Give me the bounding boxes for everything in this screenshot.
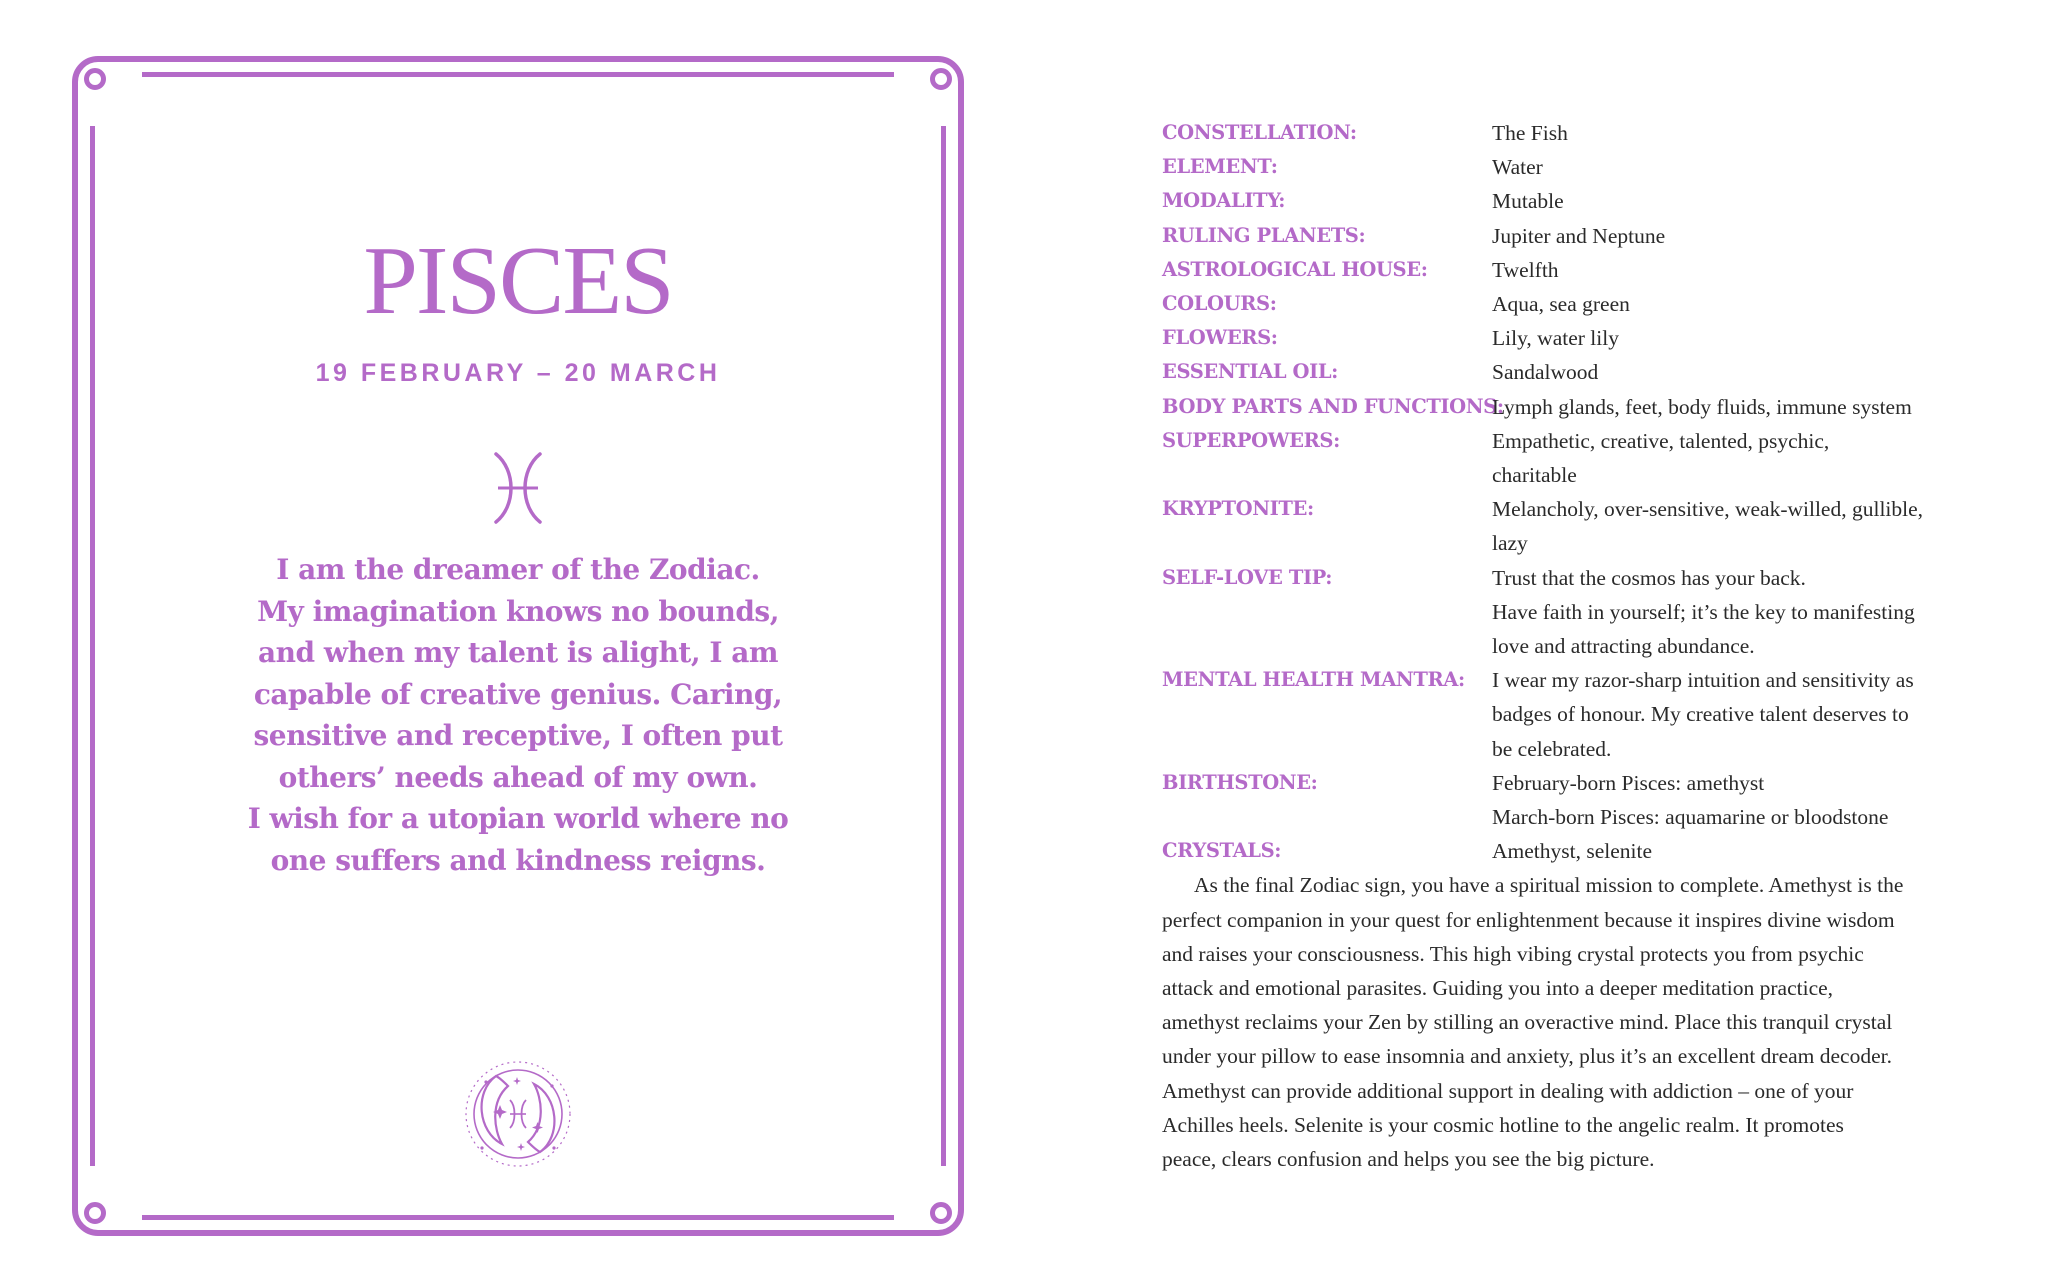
fact-value-line: Lily, water lily <box>1492 326 1619 351</box>
fact-value <box>1492 424 1952 492</box>
body-line: peace, clears confusion and helps you see the big picture. <box>1162 1147 1655 1172</box>
fact-value-line: February-born Pisces: amethyst <box>1492 770 1765 795</box>
fact-value <box>1492 116 1952 150</box>
fact-label: KRYPTONITE: <box>1162 497 1314 521</box>
sign-dates: 19 FEBRUARY – 20 MARCH <box>315 359 721 387</box>
pisces-glyph-icon <box>488 448 548 528</box>
fact-value <box>1492 150 1952 184</box>
fact-value <box>1492 492 1952 560</box>
fact-value-line: The Fish <box>1492 121 1568 145</box>
fact-essential-oil <box>1162 355 1952 389</box>
fact-label: RULING PLANETS: <box>1162 223 1366 247</box>
sign-quote <box>198 549 838 881</box>
sign-facts <box>1162 116 1952 1176</box>
fact-value-line: Melancholy, over-sensitive, weak-willed, gullible, <box>1492 497 1924 522</box>
quote-line: and when my talent is alight, I am <box>258 636 778 669</box>
crystal-description <box>1162 868 1952 1176</box>
quote-line: capable of creative genius. Caring, <box>253 677 783 711</box>
fact-label: ELEMENT: <box>1162 155 1278 179</box>
quote-line: I am the dreamer of the Zodiac. <box>276 553 760 586</box>
fact-value-line: love and attracting abundance. <box>1492 634 1755 659</box>
fact-value-line: Lymph glands, feet, body fluids, immune system <box>1492 394 1912 419</box>
fact-value <box>1492 287 1952 321</box>
sign-card <box>72 56 964 1236</box>
fact-value-line: badges of honour. My creative talent deserves to <box>1492 702 1909 727</box>
fact-value-line: Aqua, sea green <box>1492 292 1630 317</box>
body-line: As the final Zodiac sign, you have a spiritual mission to complete. Amethyst is the <box>1194 873 1904 898</box>
corner-ring-icon <box>84 1202 106 1224</box>
body-line: perfect companion in your quest for enlightenment because it inspires divine wisdom <box>1162 907 1895 932</box>
fact-label: CONSTELLATION: <box>1162 121 1357 144</box>
fact-astrological-house <box>1162 253 1952 287</box>
fact-value-line: Twelfth <box>1492 257 1559 282</box>
fact-self-love-tip <box>1162 561 1952 664</box>
fact-birthstone <box>1162 766 1952 834</box>
fact-value-line: lazy <box>1492 531 1528 556</box>
fact-value-line: Water <box>1492 155 1543 180</box>
fact-value <box>1492 219 1952 253</box>
body-line: Amethyst can provide additional support in dealing with addiction – one of your <box>1162 1078 1854 1103</box>
fact-label: BODY PARTS AND FUNCTIONS: <box>1162 394 1504 418</box>
fact-label: BIRTHSTONE: <box>1162 770 1318 794</box>
fact-value-line: Have faith in yourself; it’s the key to manifesting <box>1492 599 1915 624</box>
fact-crystals <box>1162 834 1952 868</box>
pisces-fish-emblem-icon <box>456 1052 580 1176</box>
quote-line: sensitive and receptive, I often put <box>253 719 783 752</box>
fact-superpowers <box>1162 424 1952 492</box>
quote-line: one suffers and kindness reigns. <box>270 843 766 877</box>
sign-title: PISCES <box>363 227 673 335</box>
fact-label: COLOURS: <box>1162 292 1277 316</box>
fact-value-line: Jupiter and Neptune <box>1492 223 1666 248</box>
fact-value <box>1492 390 1952 424</box>
fact-value <box>1492 663 1952 766</box>
fact-value <box>1492 321 1952 355</box>
fact-label: SELF-LOVE TIP: <box>1162 565 1333 589</box>
fact-value-line: Empathetic, creative, talented, psychic, <box>1492 428 1830 453</box>
fact-value-line: Trust that the cosmos has your back. <box>1492 565 1806 590</box>
fact-value-line: March-born Pisces: aquamarine or bloodstone <box>1492 805 1889 830</box>
fact-value <box>1492 355 1952 389</box>
fact-kryptonite <box>1162 492 1952 560</box>
fact-value-line: Amethyst, selenite <box>1492 839 1653 864</box>
corner-ring-icon <box>930 1202 952 1224</box>
inner-border-top <box>142 72 894 77</box>
fact-value-line: be celebrated. <box>1492 736 1612 761</box>
quote-line: I wish for a utopian world where no <box>247 802 789 835</box>
quote-line: others’ needs ahead of my own. <box>278 760 758 794</box>
body-line: and raises your consciousness. This high vibing crystal protects you from psychic <box>1162 941 1864 966</box>
fact-modality <box>1162 184 1952 218</box>
fact-element <box>1162 150 1952 184</box>
fact-label: ASTROLOGICAL HOUSE: <box>1162 257 1428 281</box>
fact-ruling-planets <box>1162 219 1952 253</box>
fact-flowers <box>1162 321 1952 355</box>
fact-colours <box>1162 287 1952 321</box>
fact-mental-health-mantra <box>1162 663 1952 766</box>
fact-label: CRYSTALS: <box>1162 839 1282 863</box>
body-line: attack and emotional parasites. Guiding you into a deeper meditation practice, <box>1162 976 1834 1001</box>
body-line: Achilles heels. Selenite is your cosmic hotline to the angelic realm. It promotes <box>1162 1112 1844 1137</box>
fact-value-line: Mutable <box>1492 189 1564 214</box>
fact-label: MENTAL HEALTH MANTRA: <box>1162 668 1465 692</box>
fact-value <box>1492 253 1952 287</box>
fact-label: SUPERPOWERS: <box>1162 428 1340 452</box>
body-line: amethyst reclaims your Zen by stilling an overactive mind. Place this tranquil crystal <box>1162 1010 1893 1035</box>
fact-label: MODALITY: <box>1162 189 1286 213</box>
fact-value <box>1492 834 1952 868</box>
quote-line: My imagination knows no bounds, <box>257 594 779 628</box>
fact-label: FLOWERS: <box>1162 326 1278 350</box>
fact-value <box>1492 561 1952 664</box>
fact-value-line: Sandalwood <box>1492 360 1599 385</box>
corner-ring-icon <box>930 68 952 90</box>
fact-value <box>1492 766 1952 834</box>
fact-value-line: I wear my razor-sharp intuition and sensitivity as <box>1492 668 1914 693</box>
fact-label: ESSENTIAL OIL: <box>1162 360 1338 384</box>
body-line: under your pillow to ease insomnia and anxiety, plus it’s an excellent dream decoder. <box>1162 1044 1892 1069</box>
corner-ring-icon <box>84 68 106 90</box>
fact-body-parts <box>1162 390 1952 424</box>
fact-value-line: charitable <box>1492 463 1577 488</box>
fact-constellation <box>1162 116 1952 150</box>
inner-border-bottom <box>142 1215 894 1220</box>
fact-value <box>1492 184 1952 218</box>
